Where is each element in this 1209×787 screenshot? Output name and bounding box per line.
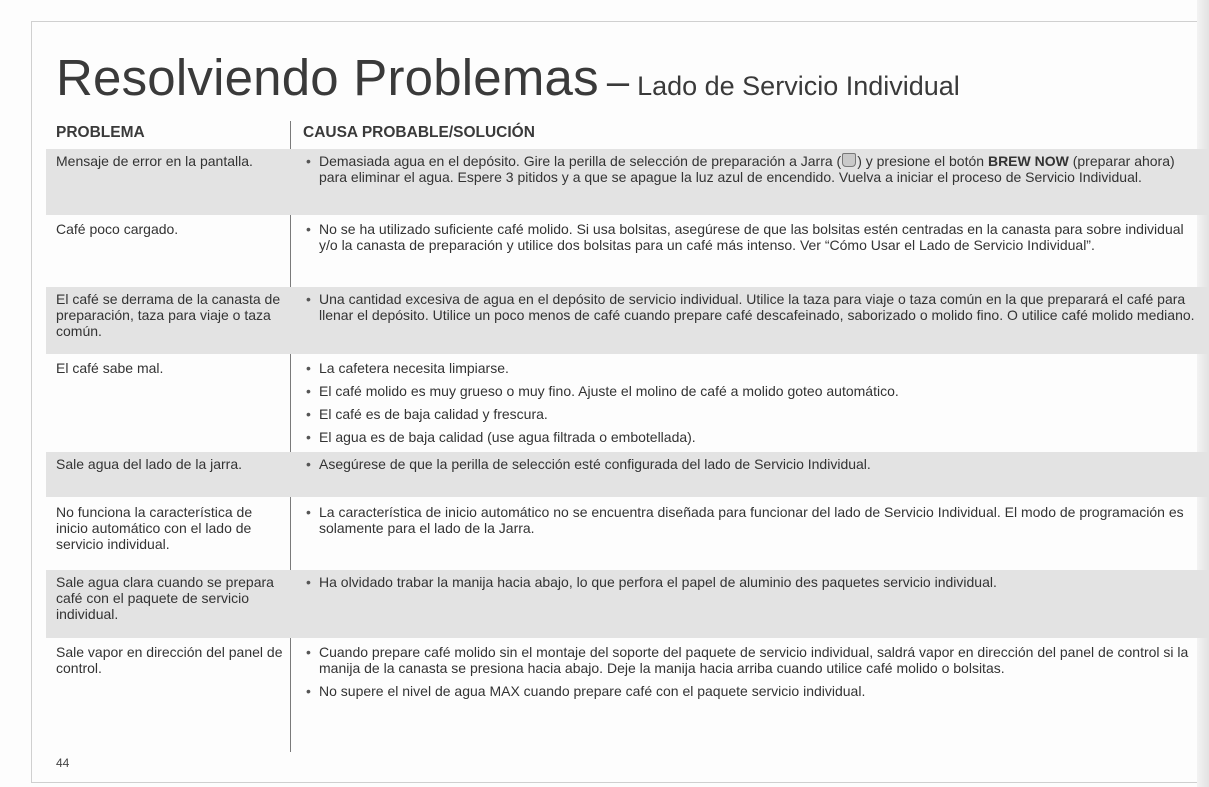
cause-list — [303, 153, 1203, 192]
brew-now-label: BREW NOW — [987, 153, 1069, 169]
column-header-problem: PROBLEMA — [56, 124, 145, 141]
cause-item: • La característica de inicio automático no se encuentra diseñada para funcionar del lado de Servicio Individual. El modo de programación es solamente para el lado de la Jarra. — [303, 504, 1203, 536]
cause-item — [303, 153, 1203, 185]
cause-item: • No supere el nivel de agua MAX cuando prepare café con el paquete servicio individual. — [303, 683, 1203, 699]
problem-cell: No funciona la característica de inicio automático con el lado de servicio individual. — [56, 504, 253, 552]
cause-list — [303, 574, 1203, 597]
carafe-icon — [842, 153, 856, 167]
column-header-cause: CAUSA PROBABLE/SOLUCIÓN — [303, 124, 535, 141]
problem-cell: Café poco cargado. — [56, 221, 179, 237]
cause-list — [303, 644, 1203, 706]
cause-item: • Una cantidad excesiva de agua en el depósito de servicio individual. Utilice la taza para viaje o taza común en la que preparará el café para llenar el depósito. Utilice un poco menos de café cuando prepare café descafeinado, saborizado o molido fino. O utilice café molido mediano. — [303, 291, 1203, 323]
cause-list — [303, 291, 1203, 330]
cause-item: • No se ha utilizado suficiente café molido. Si usa bolsitas, asegúrese de que las bolsitas estén centradas en la canasta para sobre individual y/o la canasta de preparación y utilice dos bolsitas para un café más intenso. Ver “Cómo Usar el Lado de Servicio Individual”. — [303, 221, 1203, 253]
table-row — [46, 452, 1209, 497]
table-row — [46, 640, 1209, 734]
table-row — [46, 217, 1209, 285]
page-number: 44 — [56, 756, 70, 770]
table-row — [46, 570, 1209, 638]
cause-item: • El café es de baja calidad y frescura. — [303, 406, 1203, 422]
cause-item: • El café molido es muy grueso o muy fino. Ajuste el molino de café a molido goteo automático. — [303, 383, 1203, 399]
table-row — [46, 287, 1209, 354]
problem-cell: Mensaje de error en la pantalla. — [56, 153, 253, 169]
cause-text: (preparar ahora) para eliminar el agua. Espere 3 pitidos y a que se apague la luz azul de encendido. Vuelva a iniciar el proceso de Servicio Individual. — [319, 153, 1175, 185]
cause-list — [303, 360, 1203, 452]
cause-list — [303, 504, 1203, 543]
title-subtitle: Lado de Servicio Individual — [637, 71, 960, 101]
title-main: Resolviendo Problemas — [56, 49, 599, 106]
cause-list — [303, 456, 1203, 479]
table-row — [46, 149, 1209, 215]
problem-cell: El café sabe mal. — [56, 360, 164, 376]
page-title — [56, 48, 960, 107]
problem-cell: Sale vapor en dirección del panel de control. — [56, 644, 283, 676]
title-dash: – — [606, 60, 630, 104]
cause-item: • Ha olvidado trabar la manija hacia abajo, lo que perfora el papel de aluminio des paquetes servicio individual. — [303, 574, 1203, 590]
problem-cell: Sale agua del lado de la jarra. — [56, 456, 243, 472]
cause-text: Demasiada agua en el depósito. Gire la perilla de selección de preparación a Jarra ( — [319, 153, 842, 169]
cause-item: • Cuando prepare café molido sin el montaje del soporte del paquete de servicio individual, saldrá vapor en dirección del panel de control si la manija de la canasta se presiona hacia abajo. Deje la manija hacia arriba cuando utilice café molido o bolsitas. — [303, 644, 1203, 676]
table-row — [46, 356, 1209, 449]
cause-text: ) y presione el botón — [857, 153, 985, 169]
cause-item: • Asegúrese de que la perilla de selección esté configurada del lado de Servicio Individual. — [303, 456, 1203, 472]
cause-item: • La cafetera necesita limpiarse. — [303, 360, 1203, 376]
cause-item: • El agua es de baja calidad (use agua filtrada o embotellada). — [303, 429, 1203, 445]
problem-cell: Sale agua clara cuando se prepara café con el paquete de servicio individual. — [56, 574, 274, 622]
table-row — [46, 500, 1209, 568]
cause-list — [303, 221, 1203, 260]
problem-cell: El café se derrama de la canasta de preparación, taza para viaje o taza común. — [56, 291, 281, 339]
